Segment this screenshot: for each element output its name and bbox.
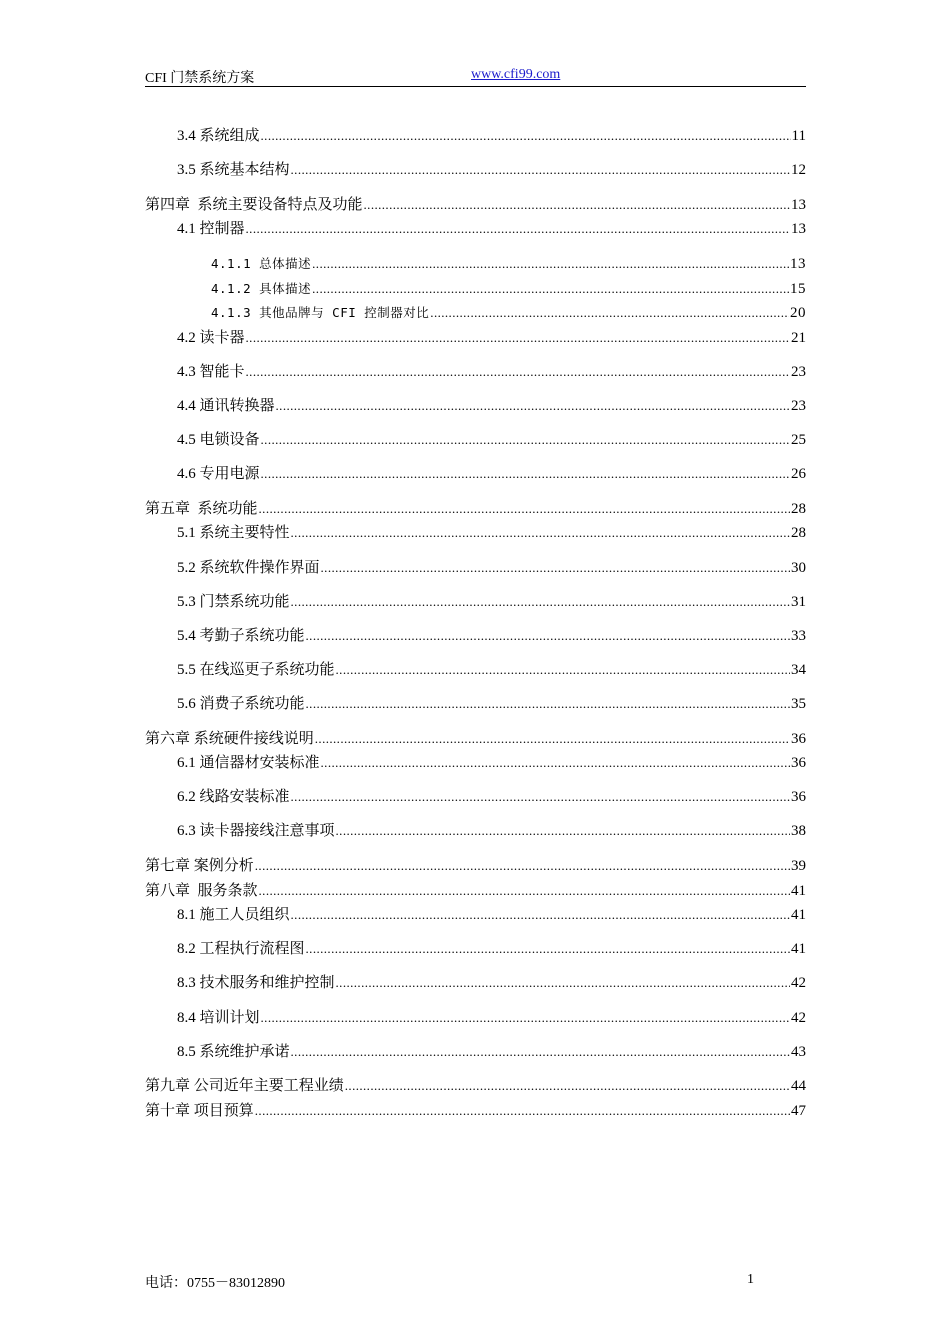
toc-label: 4.3 智能卡 (177, 364, 245, 380)
dot-leader (312, 254, 789, 274)
toc-label: 8.5 系统维护承诺 (177, 1044, 290, 1060)
toc-label: 4.2 读卡器 (177, 330, 245, 346)
toc-entry[interactable] (177, 939, 806, 959)
toc-chapter[interactable] (145, 856, 806, 876)
toc-label: 8.4 培训计划 (177, 1010, 260, 1026)
toc-subentry[interactable] (211, 303, 806, 323)
toc-label: 5.3 门禁系统功能 (177, 594, 290, 610)
dot-leader (255, 856, 790, 876)
dot-leader (255, 1101, 790, 1121)
toc-page-number: 31 (791, 594, 806, 610)
dot-leader (430, 303, 789, 323)
dot-leader (291, 523, 790, 543)
toc-entry[interactable] (177, 430, 806, 450)
toc-label: 3.4 系统组成 (177, 128, 260, 144)
toc-page-number: 28 (791, 525, 806, 541)
toc-label: 5.4 考勤子系统功能 (177, 628, 305, 644)
dot-leader (291, 787, 790, 807)
toc-entry[interactable] (177, 787, 806, 807)
toc-entry[interactable] (177, 219, 806, 239)
dot-leader (321, 558, 790, 578)
toc-label: 4.1.1 总体描述 (211, 256, 312, 271)
document-title: CFI 门禁系统方案 (145, 71, 255, 86)
dot-leader (306, 626, 790, 646)
dot-leader (336, 973, 790, 993)
toc-page-number: 25 (791, 432, 806, 448)
toc-page-number: 42 (791, 975, 806, 991)
toc-page-number: 38 (791, 823, 806, 839)
dot-leader (315, 729, 790, 749)
dot-leader (259, 499, 790, 519)
toc-page-number: 43 (791, 1044, 806, 1060)
website-link[interactable]: www.cfi99.com (471, 67, 561, 82)
toc-label: 6.1 通信器材安装标准 (177, 755, 320, 771)
toc-label: 4.1 控制器 (177, 221, 245, 237)
dot-leader (261, 464, 790, 484)
toc-entry[interactable] (177, 753, 806, 773)
dot-leader (246, 219, 790, 239)
toc-page-number: 41 (791, 883, 806, 899)
toc-subentry[interactable] (211, 254, 806, 274)
toc-entry[interactable] (177, 558, 806, 578)
toc-page-number: 44 (791, 1078, 806, 1094)
dot-leader (291, 592, 790, 612)
toc-label: 4.1.2 具体描述 (211, 281, 312, 296)
dot-leader (364, 195, 790, 215)
toc-label: 5.5 在线巡更子系统功能 (177, 662, 335, 678)
toc-label: 8.1 施工人员组织 (177, 907, 290, 923)
toc-page-number: 15 (790, 281, 806, 297)
toc-label: 第七章 案例分析 (145, 858, 254, 874)
toc-page-number: 13 (791, 221, 806, 237)
dot-leader (291, 1042, 790, 1062)
toc-label: 第九章 公司近年主要工程业绩 (145, 1078, 344, 1094)
toc-chapter[interactable] (145, 499, 806, 519)
toc-page-number: 12 (791, 162, 806, 178)
toc-entry[interactable] (177, 905, 806, 925)
dot-leader (261, 1008, 790, 1028)
toc-page-number: 36 (791, 755, 806, 771)
toc-page-number: 47 (791, 1103, 806, 1119)
toc-chapter[interactable] (145, 1076, 806, 1096)
toc-page-number: 13 (790, 256, 806, 272)
toc-chapter[interactable] (145, 729, 806, 749)
toc-page-number: 35 (791, 696, 806, 712)
toc-label: 第八章 服务条款 (145, 883, 258, 899)
toc-page-number: 11 (791, 128, 806, 144)
dot-leader (276, 396, 790, 416)
toc-label: 4.4 通讯转换器 (177, 398, 275, 414)
toc-label: 3.5 系统基本结构 (177, 162, 290, 178)
toc-page-number: 41 (791, 941, 806, 957)
toc-entry[interactable] (177, 362, 806, 382)
dot-leader (291, 905, 790, 925)
dot-leader (246, 362, 790, 382)
toc-entry[interactable] (177, 1042, 806, 1062)
toc-label: 5.6 消费子系统功能 (177, 696, 305, 712)
dot-leader (261, 430, 790, 450)
toc-entry[interactable] (177, 160, 806, 180)
toc-label: 5.1 系统主要特性 (177, 525, 290, 541)
dot-leader (345, 1076, 790, 1096)
toc-page-number: 30 (791, 560, 806, 576)
toc-label: 第十章 项目预算 (145, 1103, 254, 1119)
toc-page-number: 21 (791, 330, 806, 346)
toc-page-number: 13 (791, 197, 806, 213)
toc-entry[interactable] (177, 592, 806, 612)
toc-entry[interactable] (177, 396, 806, 416)
toc-chapter[interactable] (145, 1101, 806, 1121)
toc-page-number: 28 (791, 501, 806, 517)
page-number: 1 (747, 1272, 754, 1287)
toc-entry[interactable] (177, 694, 806, 714)
page-header (145, 66, 806, 87)
toc-page-number: 26 (791, 466, 806, 482)
dot-leader (306, 939, 790, 959)
toc-page-number: 33 (791, 628, 806, 644)
toc-page-number: 41 (791, 907, 806, 923)
toc-chapter[interactable] (145, 195, 806, 215)
toc-page-number: 23 (791, 398, 806, 414)
toc-page-number: 23 (791, 364, 806, 380)
toc-entry[interactable] (177, 126, 806, 146)
toc-page-number: 34 (791, 662, 806, 678)
toc-label: 4.6 专用电源 (177, 466, 260, 482)
toc-page-number: 39 (791, 858, 806, 874)
dot-leader (336, 660, 790, 680)
toc-label: 6.3 读卡器接线注意事项 (177, 823, 335, 839)
dot-leader (321, 753, 790, 773)
toc-entry[interactable] (177, 1008, 806, 1028)
toc-label: 8.3 技术服务和维护控制 (177, 975, 335, 991)
toc-page-number: 36 (791, 731, 806, 747)
toc-entry[interactable] (177, 973, 806, 993)
toc-label: 6.2 线路安装标准 (177, 789, 290, 805)
dot-leader (306, 694, 790, 714)
toc-label: 4.5 电锁设备 (177, 432, 260, 448)
toc-page-number: 36 (791, 789, 806, 805)
toc-chapter[interactable] (145, 881, 806, 901)
dot-leader (259, 881, 790, 901)
dot-leader (246, 328, 790, 348)
toc-label: 第四章 系统主要设备特点及功能 (145, 197, 363, 213)
toc-entry[interactable] (177, 464, 806, 484)
toc-label: 8.2 工程执行流程图 (177, 941, 305, 957)
toc-label: 第六章 系统硬件接线说明 (145, 731, 314, 747)
toc-page-number: 42 (791, 1010, 806, 1026)
toc-page-number: 20 (790, 305, 806, 321)
dot-leader (312, 279, 789, 299)
phone-number: 电话：0755－83012890 (145, 1276, 285, 1291)
toc-entry[interactable] (177, 660, 806, 680)
toc-label: 5.2 系统软件操作界面 (177, 560, 320, 576)
toc-label: 第五章 系统功能 (145, 501, 258, 517)
toc-label: 4.1.3 其他品牌与 CFI 控制器对比 (211, 305, 430, 320)
toc-subentry[interactable] (211, 279, 806, 299)
toc-entry[interactable] (177, 821, 806, 841)
dot-leader (336, 821, 790, 841)
dot-leader (261, 126, 791, 146)
toc-entry[interactable] (177, 626, 806, 646)
dot-leader (291, 160, 790, 180)
toc-entry[interactable] (177, 328, 806, 348)
toc-entry[interactable] (177, 523, 806, 543)
